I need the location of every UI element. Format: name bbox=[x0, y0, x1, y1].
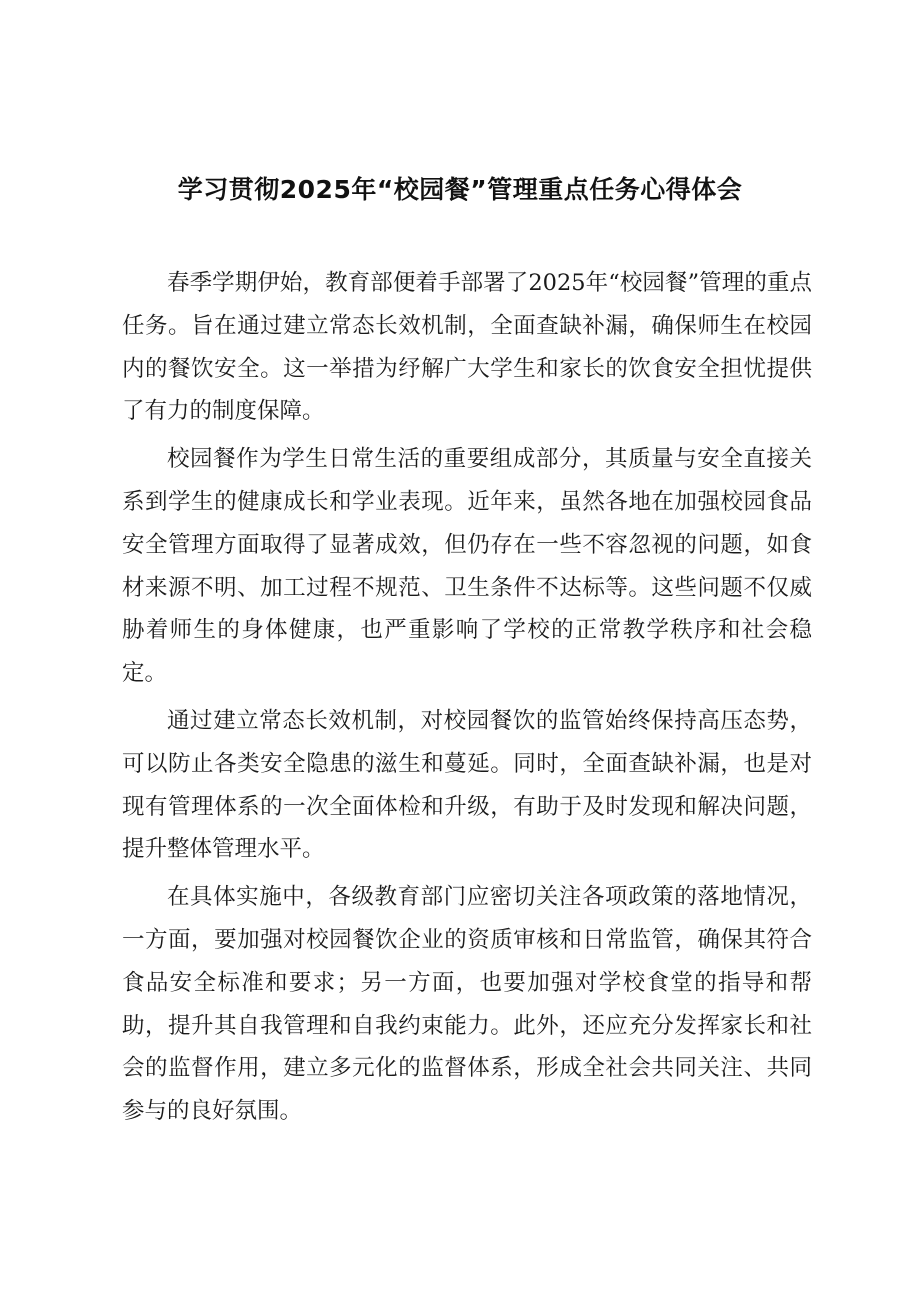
paragraph-4: 在具体实施中，各级教育部门应密切关注各项政策的落地情况，一方面，要加强对校园餐饮企业的资质审核和日常监管，确保其符合食品安全标准和要求；另一方面，也要加强对学校食堂的指导和帮助，提升其自我管理和自我约束能力。此外，还应充分发挥家长和社会的监督作用，建立多元化的监督体系，形成全社会共同关注、共同参与的良好氛围。 bbox=[122, 884, 812, 1125]
paragraph-2: 校园餐作为学生日常生活的重要组成部分，其质量与安全直接关系到学生的健康成长和学业表现。近年来，虽然各地在加强校园食品安全管理方面取得了显著成效，但仍存在一些不容忽视的问题，如食材来源不明、加工过程不规范、卫生条件不达标等。这些问题不仅威胁着师生的身体健康，也严重影响了学校的正常教学秩序和社会稳定。 bbox=[122, 446, 812, 687]
paragraph-3: 通过建立常态长效机制，对校园餐饮的监管始终保持高压态势，可以防止各类安全隐患的滋生和蔓延。同时，全面查缺补漏，也是对现有管理体系的一次全面体检和升级，有助于及时发现和解决问题，提升整体管理水平。 bbox=[122, 707, 812, 863]
document-title: 学习贯彻2025年“校园餐”管理重点任务心得体会 bbox=[177, 175, 743, 204]
paragraph-1: 春季学期伊始，教育部便着手部署了2025年“校园餐”管理的重点任务。旨在通过建立常态长效机制，全面查缺补漏，确保师生在校园内的餐饮安全。这一举措为纾解广大学生和家长的饮食安全担忧提供了有力的制度保障。 bbox=[122, 270, 812, 425]
document-body bbox=[122, 262, 812, 1138]
